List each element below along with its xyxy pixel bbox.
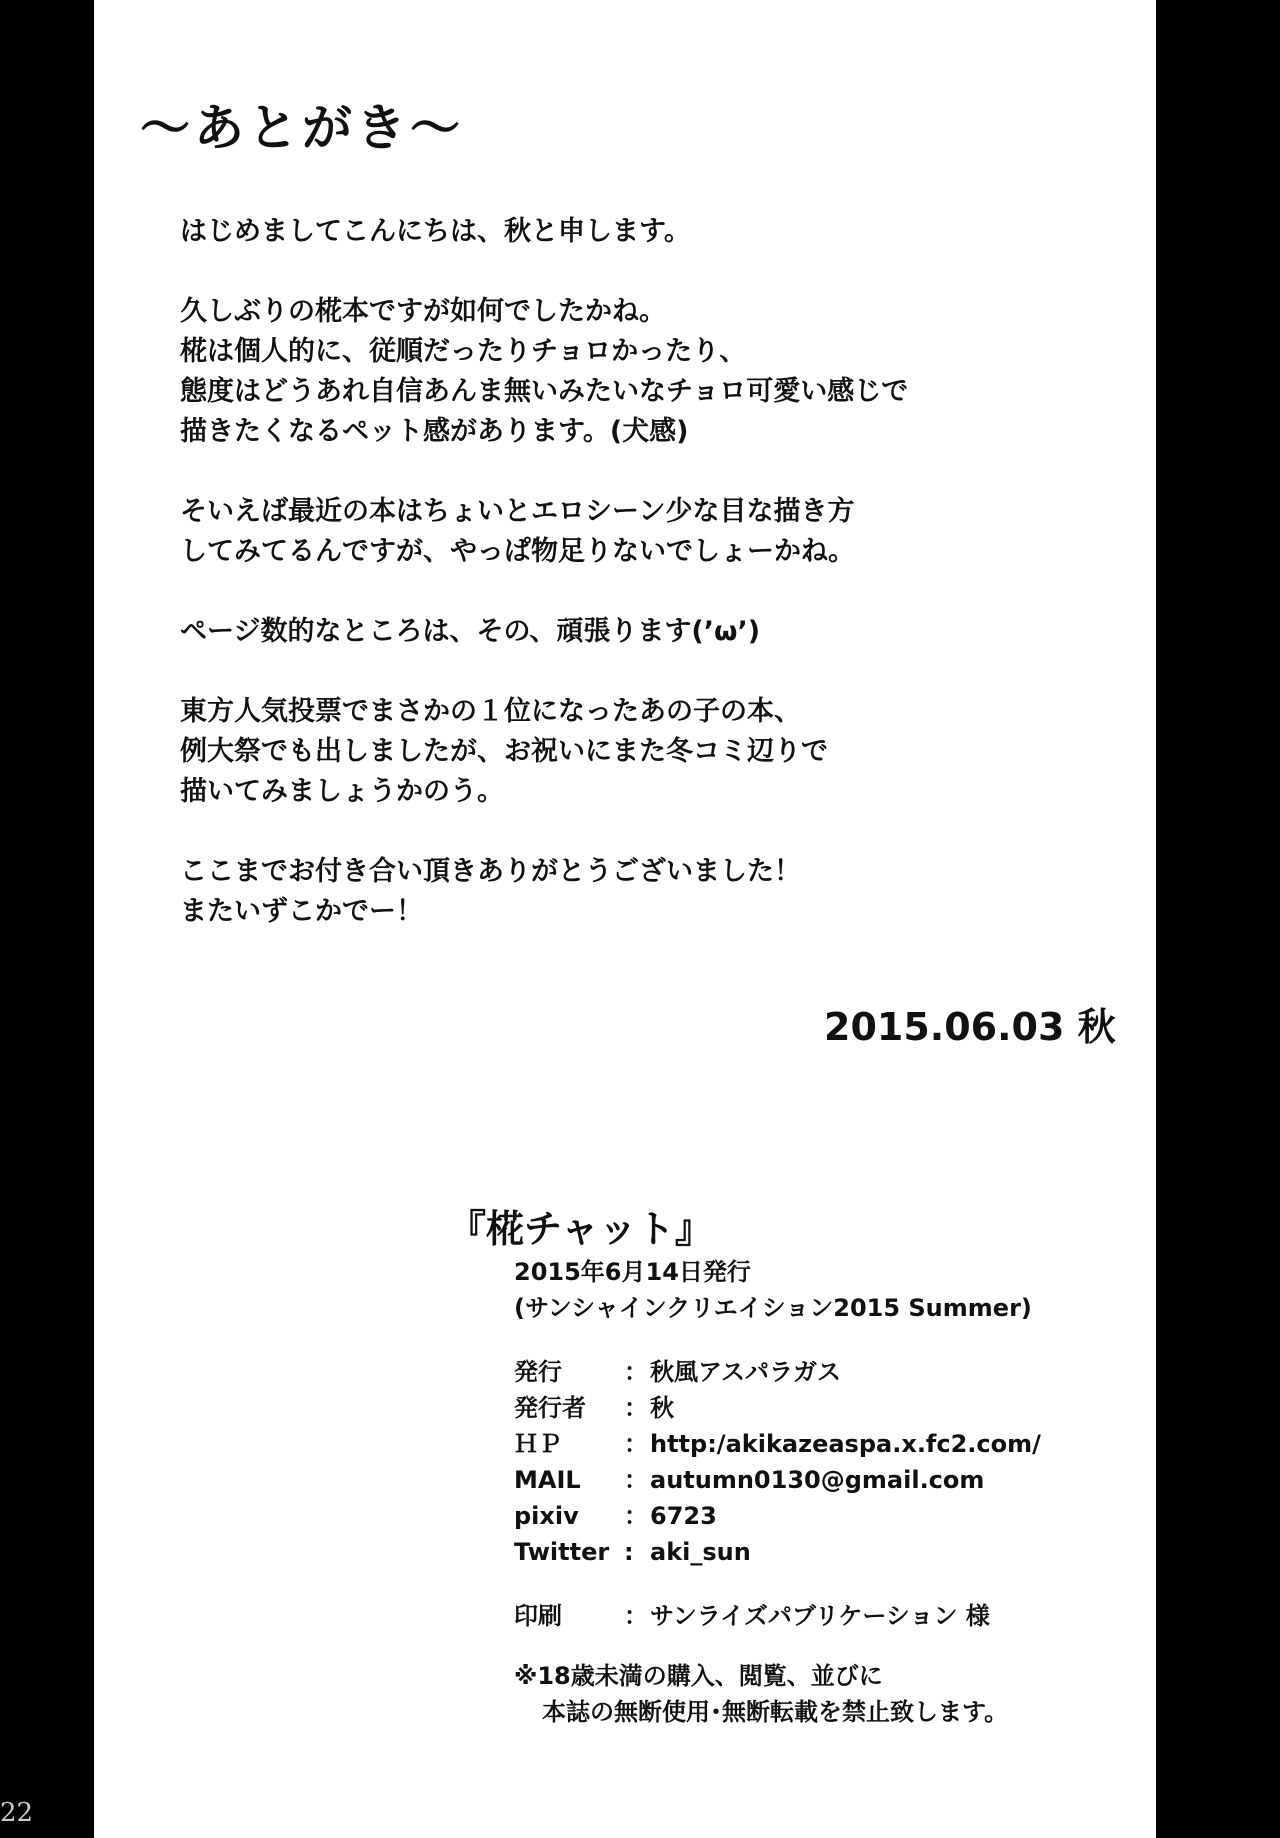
row-value: 秋風アスパラガス: [650, 1358, 842, 1386]
text-line: ページ数的なところは、その、頑張ります(’ω’): [180, 616, 761, 647]
row-key: 発行: [514, 1358, 562, 1386]
text-line: そいえば最近の本はちょいとエロシーン少な目な描き方: [180, 496, 855, 527]
text-line: 描いてみましょうかのう。: [180, 776, 504, 807]
text-line: 椛は個人的に、従順だったりチョロかったり、: [180, 336, 747, 367]
row-key: 発行者: [514, 1394, 586, 1422]
colophon-row: [514, 1534, 1154, 1570]
paragraph: [180, 292, 1140, 452]
text-line: 久しぶりの椛本ですが如何でしたかね。: [180, 296, 666, 327]
paragraph: [180, 212, 1140, 252]
row-key: MAIL: [514, 1466, 581, 1494]
text-line: 東方人気投票でまさかの１位になったあの子の本、: [180, 696, 801, 727]
text-line: してみてるんですが、やっぱ物足りないでしょーかね。: [180, 536, 855, 567]
row-value: サンライズパブリケーション 様: [650, 1602, 990, 1630]
row-separator: ：: [624, 1502, 648, 1530]
text-line: 例大祭でも出しましたが、お祝いにまた冬コミ辺りで: [180, 736, 828, 767]
colophon-row: [514, 1498, 1154, 1534]
spacer: [514, 1570, 1154, 1598]
colophon: [514, 1254, 1154, 1730]
paragraph: [180, 612, 1140, 652]
colophon-title: 『椛チャット』: [448, 1206, 713, 1251]
text-line: はじめましてこんにちは、秋と申します。: [180, 216, 691, 247]
text-line: 描きたくなるペット感があります。(犬感): [180, 416, 689, 447]
row-separator: ：: [624, 1394, 648, 1422]
afterword-page: [94, 0, 1156, 1838]
publish-date: 2015年6月14日発行: [514, 1258, 751, 1286]
afterword-heading: ～あとがき～: [140, 98, 464, 157]
email-address: autumn0130@gmail.com: [650, 1466, 985, 1494]
row-separator: ：: [624, 1602, 648, 1630]
notice-line: ※18歳未満の購入、閲覧、並びに: [514, 1662, 883, 1690]
colophon-row: [514, 1354, 1154, 1390]
spacer: [514, 1326, 1154, 1354]
row-separator: ：: [624, 1466, 648, 1494]
row-value: 6723: [650, 1502, 717, 1530]
signature-date: 2015.06.03 秋: [824, 1005, 1116, 1049]
printer-row: [514, 1598, 1154, 1634]
homepage-url: http:/akikazeaspa.x.fc2.com/: [650, 1430, 1041, 1458]
row-value: aki_sun: [650, 1538, 751, 1566]
row-separator: ：: [624, 1430, 648, 1458]
row-key: ＨＰ: [514, 1430, 562, 1458]
row-key: 印刷: [514, 1602, 562, 1630]
paragraph: [180, 492, 1140, 572]
afterword-body: [180, 212, 1140, 972]
paragraph: [180, 692, 1140, 812]
colophon-row: [514, 1426, 1154, 1462]
colophon-row: [514, 1390, 1154, 1426]
row-separator: :: [624, 1538, 634, 1566]
text-line: またいずこかでー！: [180, 896, 423, 927]
row-key: pixiv: [514, 1502, 579, 1530]
notice-line: 本誌の無断使用･無断転載を禁止致します。: [542, 1698, 1009, 1726]
colophon-row: [514, 1462, 1154, 1498]
text-line: ここまでお付き合い頂きありがとうございました！: [180, 856, 801, 887]
event-name: (サンシャインクリエイション2015 Summer): [514, 1294, 1032, 1322]
paragraph: [180, 852, 1140, 932]
row-value: 秋: [650, 1394, 674, 1422]
row-separator: ：: [624, 1358, 648, 1386]
row-key: Twitter: [514, 1538, 610, 1566]
text-line: 態度はどうあれ自信あんま無いみたいなチョロ可愛い感じで: [180, 376, 909, 407]
page-number: 22: [0, 1798, 34, 1828]
copyright-notice: [514, 1658, 1154, 1730]
